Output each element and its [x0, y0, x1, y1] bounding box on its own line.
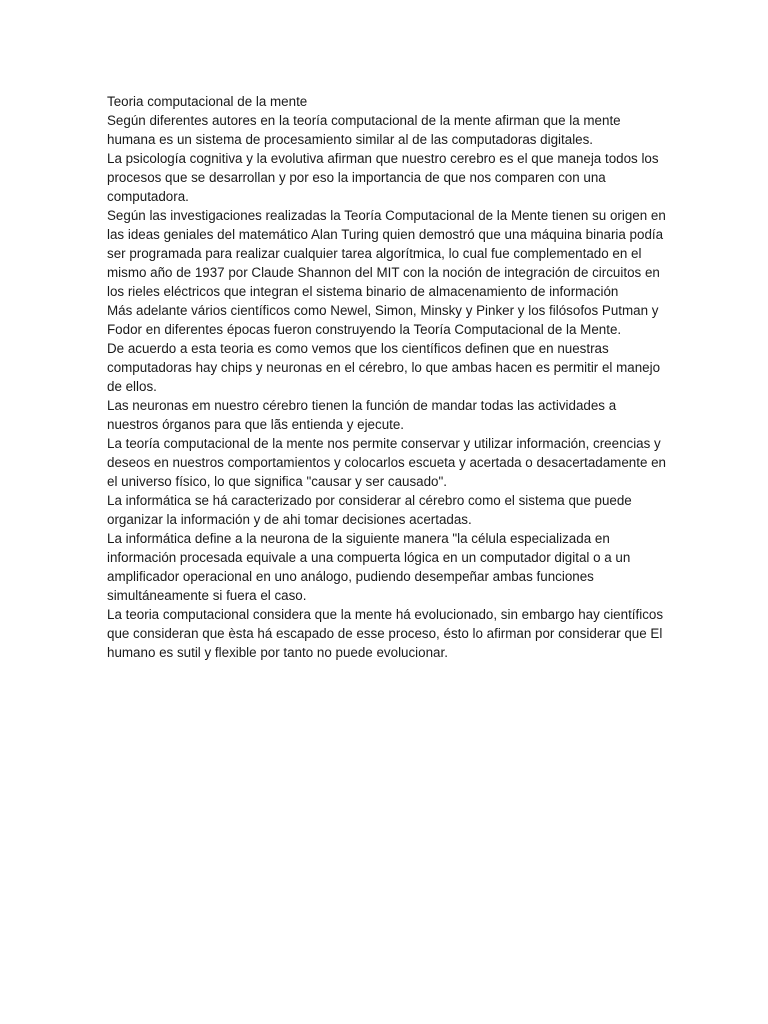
paragraph-9: La informática define a la neurona de la siguiente manera "la célula especializada en información procesada equivale a una compuerta lógica en un computador digital o a un amplificador operacional en uno análogo, pudiendo desempeñar ambas funciones simultáneamente si fuera el caso.	[107, 531, 631, 603]
paragraph-5: De acuerdo a esta teoria es como vemos que los científicos definen que en nuestras computadoras hay chips y neuronas en el cérebro, lo que ambas hacen es permitir el manejo de ellos.	[107, 341, 661, 394]
paragraph-3: Según las investigaciones realizadas la Teoría Computacional de la Mente tienen su origen en las ideas geniales del matemático Alan Turing quien demostró que una máquina binaria podía ser programada para realizar cualquier tarea algorítmica, lo cual fue complementado en el mismo año de 1937 por Claude Shannon del MIT con la noción de integración de circuitos en los rieles eléctricos que integran el sistema binario de almacenamiento de información	[107, 208, 666, 299]
document-body	[107, 92, 667, 662]
paragraph-1: Según diferentes autores en la teoría computacional de la mente afirman que la mente humana es un sistema de procesamiento similar al de las computadoras digitales.	[107, 113, 621, 147]
document-title: Teoria computacional de la mente	[107, 94, 308, 109]
paragraph-6: Las neuronas em nuestro cérebro tienen la función de mandar todas las actividades a nuestros órganos para que lãs entienda y ejecute.	[107, 398, 617, 432]
paragraph-7: La teoría computacional de la mente nos permite conservar y utilizar información, creencias y deseos en nuestros comportamientos y colocarlos escueta y acertada o desacertadamente en el universo físico, lo que significa "causar y ser causado".	[107, 436, 667, 489]
paragraph-8: La informática se há caracterizado por considerar al cérebro como el sistema que puede organizar la información y de ahi tomar decisiones acertadas.	[107, 493, 632, 527]
paragraph-4: Más adelante vários científicos como Newel, Simon, Minsky y Pinker y los filósofos Putman y Fodor en diferentes épocas fueron construyendo la Teoría Computacional de la Mente.	[107, 303, 659, 337]
paragraph-10: La teoria computacional considera que la mente há evolucionado, sin embargo hay científicos que consideran que èsta há escapado de esse proceso, ésto lo afirman por considerar que El humano es sutil y flexible por tanto no puede evolucionar.	[107, 607, 664, 660]
paragraph-2: La psicología cognitiva y la evolutiva afirman que nuestro cerebro es el que maneja todos los procesos que se desarrollan y por eso la importancia de que nos comparen con una computadora.	[107, 151, 659, 204]
